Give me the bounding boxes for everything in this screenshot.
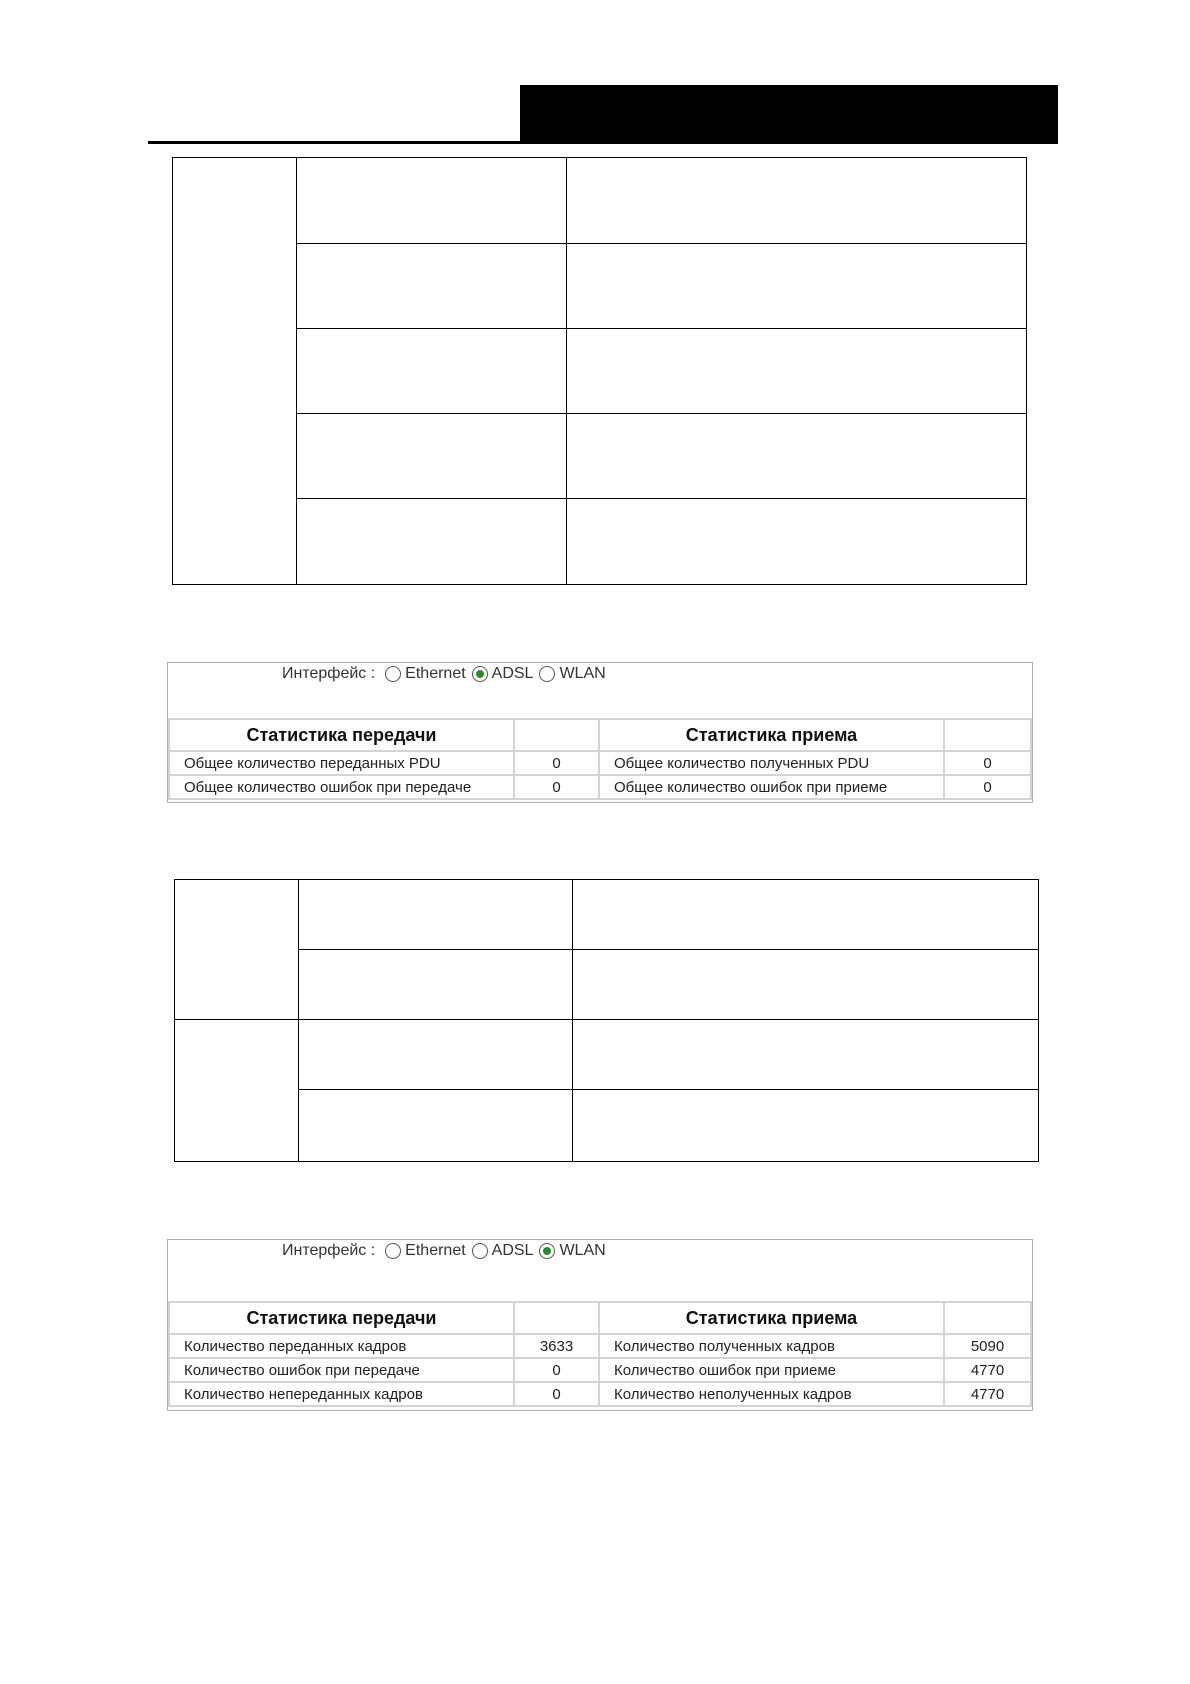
tx-value: 0 [514,751,599,775]
table-cell [573,1020,1039,1090]
rx-header: Статистика приема [599,1302,944,1334]
table-row [169,1358,1031,1382]
tx-value: 0 [514,775,599,799]
table-cell [567,244,1027,329]
radio-icon [385,1243,401,1259]
table-cell [297,414,567,499]
table-cell [173,158,297,585]
interface-selector [282,1242,612,1260]
table-row [169,775,1031,799]
rx-value: 4770 [944,1382,1031,1406]
empty-table-1 [172,157,1027,585]
rx-header: Статистика приема [599,719,944,751]
tx-label: Общее количество переданных PDU [169,751,514,775]
radio-selected-icon [472,666,488,682]
table-cell [573,950,1039,1020]
rx-label: Общее количество полученных PDU [599,751,944,775]
table-row [169,1334,1031,1358]
table-cell [567,158,1027,244]
radio-ethernet[interactable]: Ethernet [385,1242,465,1260]
table-cell [299,950,573,1020]
rx-label: Количество ошибок при приеме [599,1358,944,1382]
table-row [169,1382,1031,1406]
table-cell [299,1090,573,1162]
table-cell [299,880,573,950]
radio-selected-icon [539,1243,555,1259]
rx-label: Количество неполученных кадров [599,1382,944,1406]
stats-table [168,718,1032,800]
table-row [169,751,1031,775]
rx-value: 0 [944,775,1031,799]
tx-header: Статистика передачи [169,1302,514,1334]
table-cell [567,499,1027,585]
table-cell [573,1090,1039,1162]
header-cell [514,1302,599,1334]
radio-icon [472,1243,488,1259]
table-cell [567,414,1027,499]
rx-value: 5090 [944,1334,1031,1358]
table-cell [297,329,567,414]
interface-label: Интерфейс : [282,665,376,682]
table-cell [573,880,1039,950]
radio-icon [385,666,401,682]
radio-adsl[interactable]: ADSL [472,1242,534,1260]
header-bar [520,85,1058,144]
table-cell [567,329,1027,414]
tx-label: Количество непереданных кадров [169,1382,514,1406]
wlan-stats-panel [167,1239,1033,1411]
tx-value: 3633 [514,1334,599,1358]
adsl-stats-panel [167,662,1033,803]
header-cell [514,719,599,751]
radio-ethernet[interactable]: Ethernet [385,665,465,683]
interface-label: Интерфейс : [282,1242,376,1259]
table-cell [175,880,299,1020]
stats-table [168,1301,1032,1407]
radio-wlan[interactable]: WLAN [539,1242,605,1260]
rx-label: Количество полученных кадров [599,1334,944,1358]
tx-value: 0 [514,1358,599,1382]
table-cell [297,499,567,585]
header-cell [944,1302,1031,1334]
empty-table-2 [174,879,1039,1162]
radio-wlan[interactable]: WLAN [539,665,605,683]
radio-icon [539,666,555,682]
tx-value: 0 [514,1382,599,1406]
interface-selector [282,665,612,683]
header-cell [944,719,1031,751]
rx-value: 4770 [944,1358,1031,1382]
tx-label: Количество переданных кадров [169,1334,514,1358]
rx-value: 0 [944,751,1031,775]
tx-header: Статистика передачи [169,719,514,751]
table-cell [297,244,567,329]
tx-label: Количество ошибок при передаче [169,1358,514,1382]
header-rule [148,141,523,144]
table-cell [299,1020,573,1090]
rx-label: Общее количество ошибок при приеме [599,775,944,799]
tx-label: Общее количество ошибок при передаче [169,775,514,799]
radio-adsl[interactable]: ADSL [472,665,534,683]
table-cell [175,1020,299,1162]
table-cell [297,158,567,244]
